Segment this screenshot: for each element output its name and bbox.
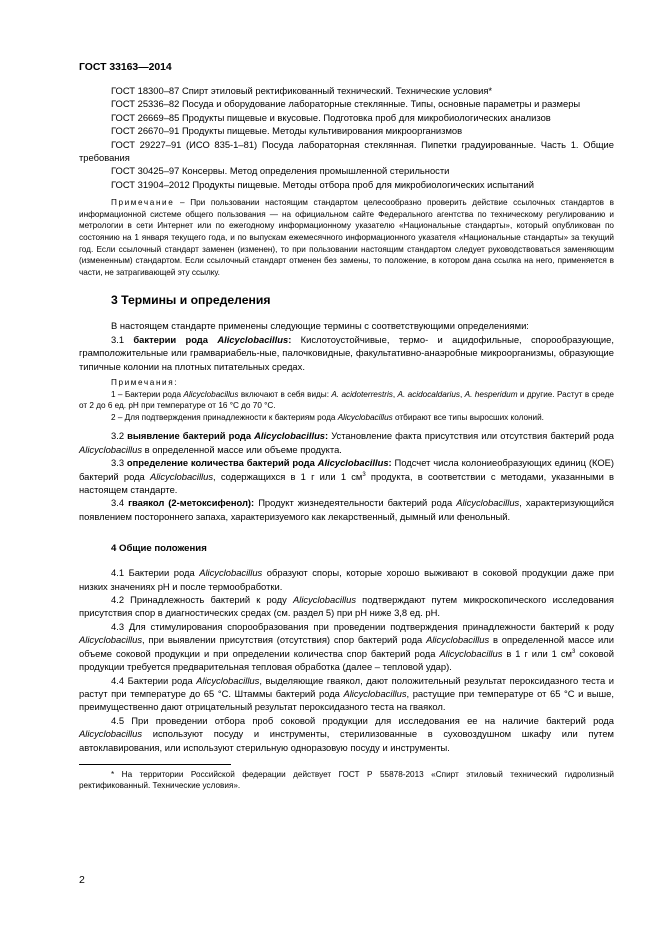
section-4-title: 4 Общие положения — [111, 543, 207, 555]
reference-item: ГОСТ 30425–97 Консервы. Метод определения промышленной стерильности — [111, 165, 450, 177]
reference-item: ГОСТ 29227–91 (ИСО 835-1–81) Посуда лабораторная стеклянная. Пипетки градуированные. Часть 1. Общие требования — [79, 138, 614, 164]
term-3-1: 3.1 бактерии рода Alicyclobacillus: Кислотоустойчивые, термо- и ацидофильные, спорообразующие, грамположительные или грамвариабель-ные, палочковидные, факультативно-анаэробные микроорганизмы, образующие типичные колонии на плотных питательных средах. — [79, 333, 614, 372]
para-4-1: 4.1 Бактерии рода Alicyclobacillus образуют споры, которые хорошо выживают в соковой продукции даже при низких значениях рН и после термообработки. — [79, 567, 614, 592]
term-3-2: 3.2 выявление бактерий рода Alicyclobacillus: Установление факта присутствия или отсутствия бактерий рода Alicyclobacillus в определенной массе или объеме продукта. — [79, 430, 614, 455]
para-4-5: 4.5 При проведении отбора проб соковой продукции для исследования ее на наличие бактерий рода Alicyclobacillus используют посуду и инструменты, стерилизованные в суховоздушном шкафу или путем автоклавирования, или используют стерильную одноразовую посуду и инструменты. — [79, 714, 614, 753]
note-label: Примечание — [111, 198, 175, 208]
para-4-3: 4.3 Для стимулирования спорообразования при проведении подтверждения принадлежности бактерий к роду Alicyclobacillus, при выявлении присутствия (отсутствия) спор бактерий рода Alicyclobacillus в определенной массе или объеме соковой продукции и при определении количества спор бактерий рода Alicyclobacillus в 1 г или 1 $см^3$ соковой продукции требуется предварительная тепловая обработка (далее – тепловой удар). — [79, 620, 614, 673]
reference-item: ГОСТ 26670–91 Продукты пищевые. Методы культивирования микроорганизмов — [111, 125, 463, 137]
reference-item: ГОСТ 25336–82 Посуда и оборудование лабораторные стеклянные. Типы, основные параметры и размеры — [111, 98, 581, 110]
footnote: * На территории Российской федерации действует ГОСТ Р 55878-2013 «Спирт этиловый технический гидролизный ректификованный. Технические условия». — [79, 769, 614, 791]
document-header-code: ГОСТ 33163—2014 — [79, 62, 172, 73]
term-3-3: 3.3 определение количества бактерий рода Alicyclobacillus: Подсчет числа колониеобразующих единиц (КОЕ) бактерий рода Alicyclobacillus, содержащихся в 1 г или 1 $см^3$ продукта, в соответствии с методами, указанными в настоящем стандарте. — [79, 457, 615, 496]
note-2: 2 – Для подтверждения принадлежности к бактериям рода Alicyclobacillus отбирают все типы выросших колоний. — [111, 412, 544, 422]
term-3-4: 3.4 гваякол (2-метоксифенол): Продукт жизнедеятельности бактерий рода Alicyclobacillus, характеризующийся появлением постороннего запаха, характеризуемого как лекарственный, дымный или фенольный. — [79, 497, 615, 522]
note-1: 1 – Бактерии рода Alicyclobacillus включают в себя виды: A. acidoterrestris, A. acidocaldarius, A. hesperidum и другие. Растут в среде от 2 до 6 ед. рН при температуре от 16 °С до 70 °С. — [79, 389, 614, 411]
notes-label: Примечания: — [111, 378, 179, 388]
section-3-title: 3 Термины и определения — [111, 293, 271, 308]
normative-references — [79, 84, 614, 191]
section-3-intro: В настоящем стандарте применены следующие термины с соответствующими определениями: — [111, 320, 529, 332]
footnote-divider — [79, 764, 231, 765]
document-page — [79, 62, 614, 792]
reference-note: Примечание – При пользовании настоящим стандартом целесообразно проверить действие ссылочных стандартов в информационной системе общего пользования — на официальном сайте Федерального агентства по техническому регулированию и метрологии в сети Интернет или по ежегодному информационному указателю «Национальные стандарты», который опубликован по состоянию на 1 января текущего года, и по выпускам ежемесячного информационного указателя «Национальные стандарты» за текущий год. Если ссылочный стандарт заменен (изменен), то при пользовании настоящим стандартом следует руководствоваться заменяющим (измененным) стандартом. Если ссылочный стандарт отменен без замены, то положение, в котором дана ссылка на него, применяется в части, не затрагивающей эту ссылку. — [79, 198, 614, 277]
note-text: При пользовании настоящим стандартом целесообразно проверить действие ссылочных стандартов в информационной системе общего пользования — на официальном сайте Федерального агентства по техническому регулированию и метрологии в сети Интернет или по ежегодному информационному указателю «Национальные стандарты», который опубликован по состоянию на 1 января текущего года, и по выпускам ежемесячного информационного указателя «Национальные стандарты» за текущий год. Если ссылочный стандарт заменен (изменен), то при пользовании настоящим стандартом следует руководствоваться заменяющим (измененным) стандартом. Если ссылочный стандарт отменен без замены, то положение, в котором дана ссылка на него, применяется в части, не затрагивающей эту ссылку. — [79, 198, 614, 277]
reference-item: ГОСТ 26669–85 Продукты пищевые и вкусовые. Подготовка проб для микробиологических анализов — [111, 111, 551, 123]
page-number: 2 — [79, 874, 85, 886]
reference-item: ГОСТ 18300–87 Спирт этиловый ректификованный технический. Технические условия* — [111, 85, 493, 96]
para-4-2: 4.2 Принадлежность бактерий к роду Alicyclobacillus подтверждают путем микроскопического исследования присутствия спор в диагностических средах (см. раздел 5) при рН ниже 3,8 ед. рН. — [79, 594, 614, 619]
para-4-4: 4.4 Бактерии рода Alicyclobacillus, выделяющие гваякол, дают положительный результат пероксидазного теста и растут при температуре до 65 °С. Штаммы бактерий рода Alicyclobacillus, растущие при температуре от 65 °С и выше, преимущественно дают отрицательный результат пероксидазного теста на гваякол. — [79, 674, 614, 713]
reference-item: ГОСТ 31904–2012 Продукты пищевые. Методы отбора проб для микробиологических испытаний — [111, 178, 534, 190]
